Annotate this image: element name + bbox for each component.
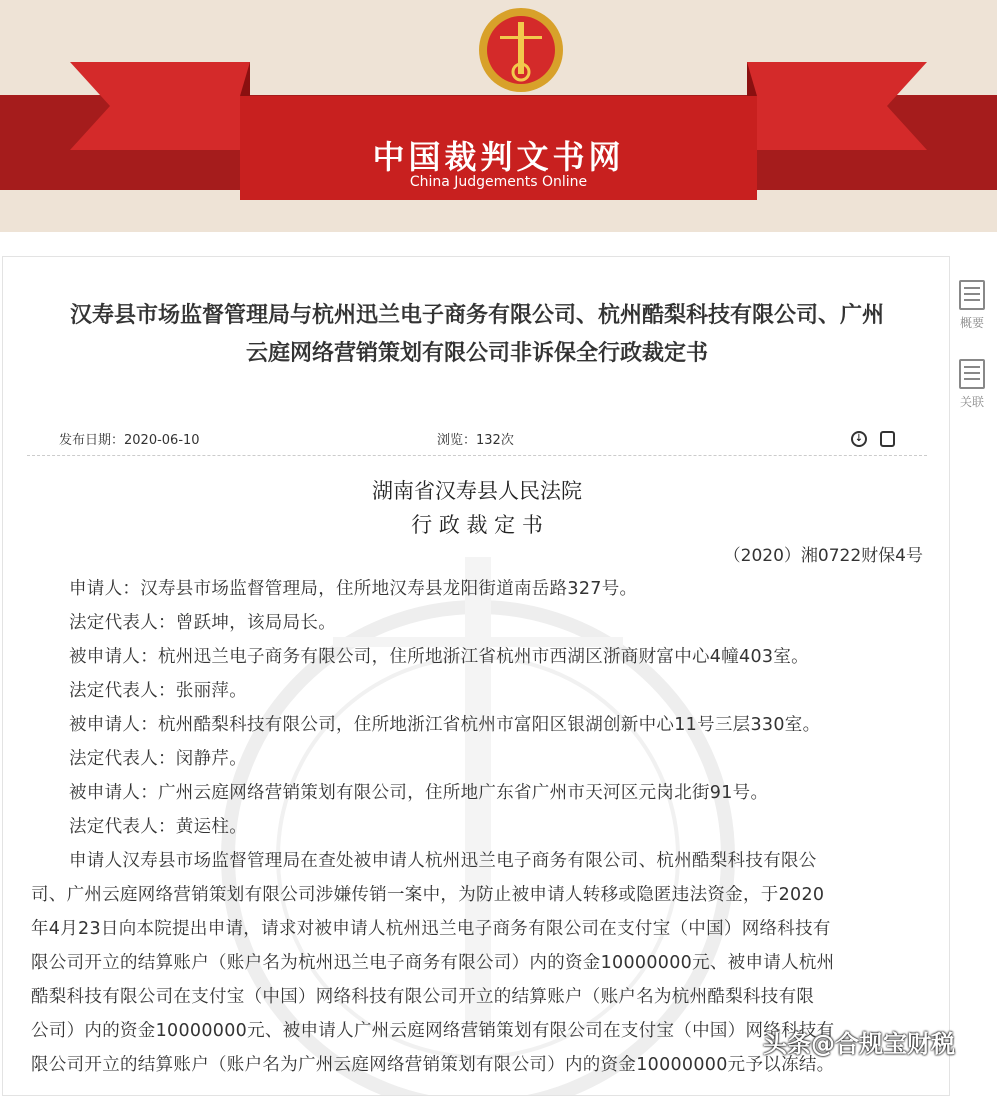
party-line: 法定代表人：闵静芹。	[69, 749, 247, 769]
side-item-label: 关联	[959, 395, 984, 409]
site-name-cn: 中国裁判文书网	[372, 138, 625, 176]
download-icon[interactable]: ↓	[851, 431, 867, 447]
party-line: 申请人：汉寿县市场监督管理局，住所地汉寿县龙阳街道南岳路327号。	[69, 579, 638, 599]
divider	[27, 455, 927, 456]
banner-ribbon	[0, 0, 997, 232]
case-number: （2020）湘0722财保4号	[723, 546, 923, 566]
site-banner	[0, 0, 997, 232]
party-line: 法定代表人：曾跃坤，该局局长。	[69, 613, 336, 633]
document-icon	[959, 359, 985, 389]
document-type: 行 政 裁 定 书	[411, 513, 543, 537]
party-line: 法定代表人：黄运柱。	[69, 817, 247, 837]
body-line: 公司）内的资金10000000元、被申请人广州云庭网络营销策划有限公司在支付宝（中国）网络科技有	[31, 1021, 835, 1041]
document-title-line: 汉寿县市场监督管理局与杭州迅兰电子商务有限公司、杭州酷梨科技有限公司、广州	[69, 303, 884, 328]
body-line: 申请人汉寿县市场监督管理局在查处被申请人杭州迅兰电子商务有限公司、杭州酷梨科技有限公	[69, 851, 817, 871]
side-item-summary[interactable]	[952, 280, 992, 331]
body-line: 酷梨科技有限公司在支付宝（中国）网络科技有限公司开立的结算账户（账户名为杭州酷梨科技有限	[31, 987, 815, 1007]
view-count: 浏览：132次	[437, 433, 514, 448]
print-icon[interactable]	[880, 431, 895, 447]
body-line: 司、广州云庭网络营销策划有限公司涉嫌传销一案中，为防止被申请人转移或隐匿违法资金，于2020	[31, 885, 825, 905]
party-line: 被申请人：杭州酷梨科技有限公司，住所地浙江省杭州市富阳区银湖创新中心11号三层330室。	[69, 715, 821, 735]
document-title-line: 云庭网络营销策划有限公司非诉保全行政裁定书	[245, 341, 708, 366]
watermark-text: 头条@合规宝财税	[763, 1030, 955, 1058]
side-item-label: 概要	[959, 316, 984, 330]
document-icon	[959, 280, 985, 310]
site-name-en: China Judgements Online	[409, 174, 588, 190]
party-line: 被申请人：广州云庭网络营销策划有限公司，住所地广东省广州市天河区元岗北街91号。	[69, 783, 769, 803]
body-line: 限公司开立的结算账户（账户名为广州云庭网络营销策划有限公司）内的资金10000000元予以冻结。	[31, 1055, 835, 1075]
document-card	[2, 256, 950, 1096]
side-item-related[interactable]	[952, 359, 992, 410]
body-line: 年4月23日向本院提出申请，请求对被申请人杭州迅兰电子商务有限公司在支付宝（中国）网络科技有	[31, 919, 831, 939]
publish-date: 发布日期：2020-06-10	[59, 433, 200, 448]
party-line: 被申请人：杭州迅兰电子商务有限公司，住所地浙江省杭州市西湖区浙商财富中心4幢403室。	[69, 647, 809, 667]
party-line: 法定代表人：张丽萍。	[69, 681, 247, 701]
side-nav	[952, 280, 992, 438]
body-line: 限公司开立的结算账户（账户名为杭州迅兰电子商务有限公司）内的资金10000000元、被申请人杭州	[31, 953, 835, 973]
court-emblem-icon	[479, 8, 563, 92]
court-name: 湖南省汉寿县人民法院	[372, 479, 582, 503]
